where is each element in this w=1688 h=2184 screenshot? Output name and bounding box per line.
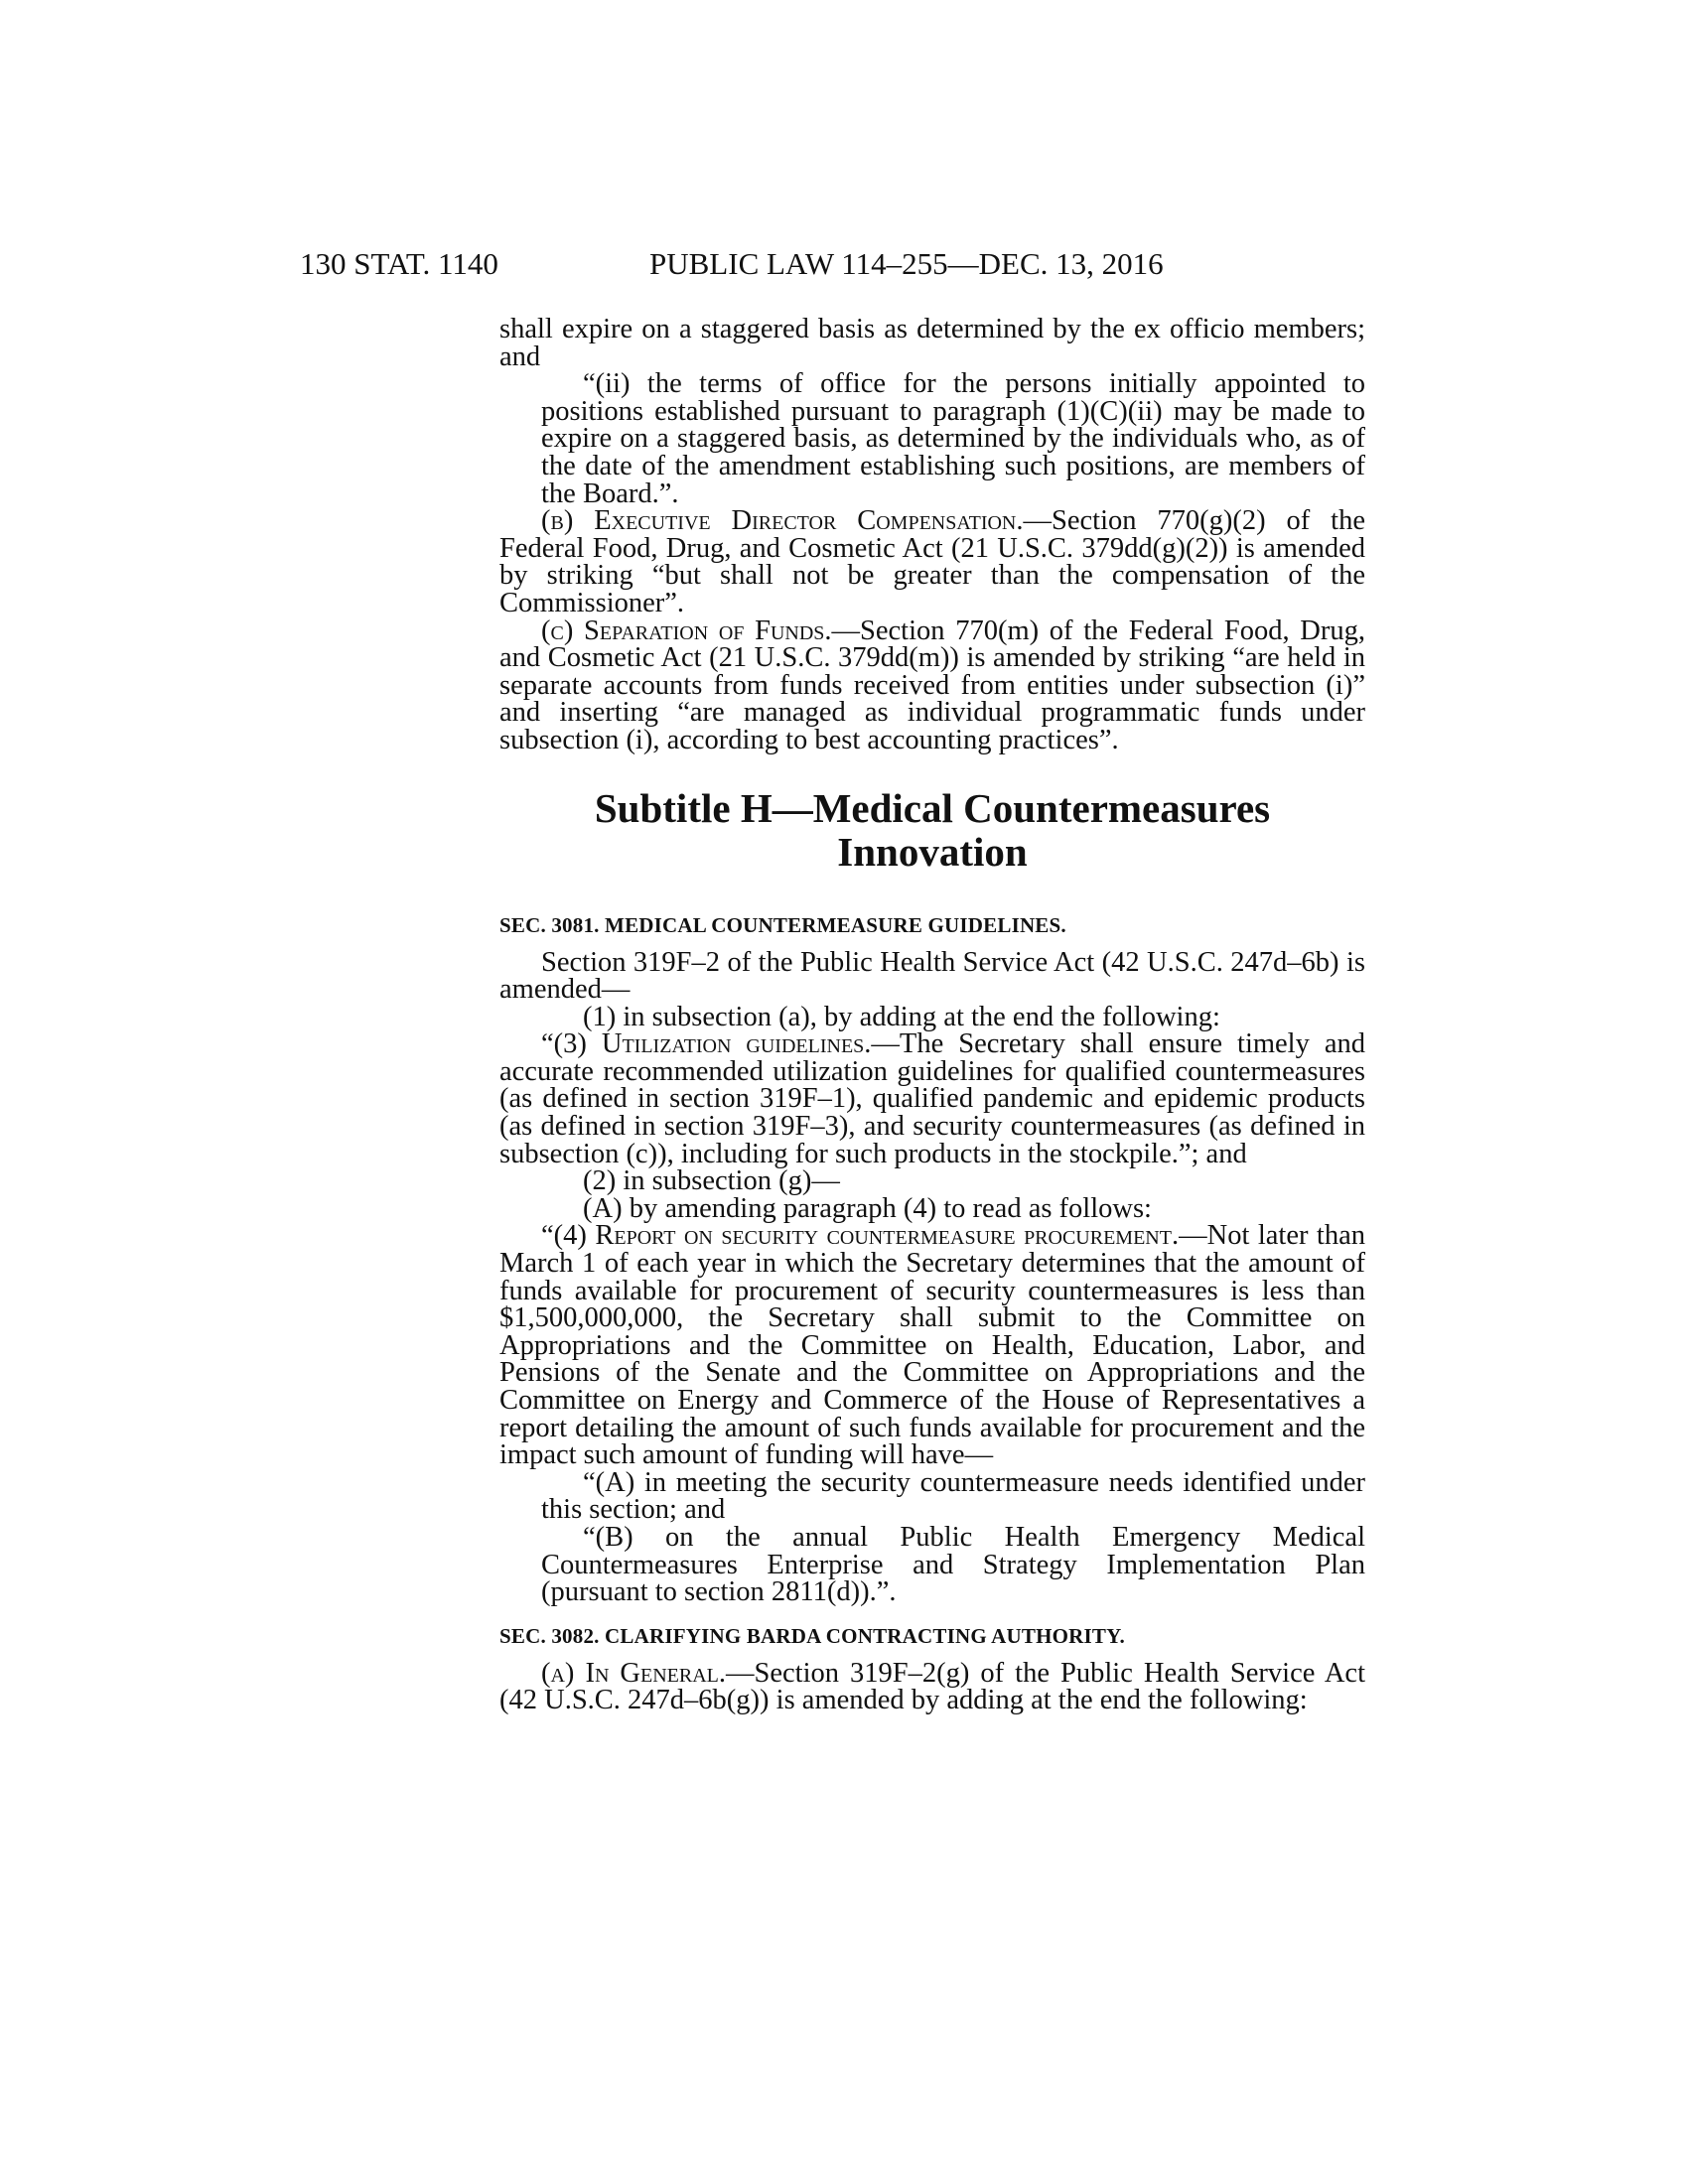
page-header — [300, 246, 1392, 286]
paragraph: (2) in subsection (g)— — [583, 1165, 840, 1197]
paragraph: “(B) on the annual Public Health Emergency Medical Countermeasures Enterprise and Strategy Implementation Plan (pursuant to section 2811(d)).”. — [541, 1521, 1365, 1608]
paragraph-body: —Section 319F–2(g) of the Public Health Service Act (42 U.S.C. 247d–6b(g)) is amended by adding at the end the following: — [499, 1657, 1365, 1716]
paragraph-body: —Section 770(m) of the Federal Food, Drug, and Cosmetic Act (21 U.S.C. 379dd(m)) is amended by striking “are held in separate accounts from funds received from entities under subsection (i)” and inserting “are managed as individual programmatic funds under subsection (i), according to best accounting practices”. — [499, 614, 1366, 755]
paragraph: shall expire on a staggered basis as determined by the ex officio members; and — [499, 314, 1365, 372]
public-law-running-head: PUBLIC LAW 114–255—DEC. 13, 2016 — [649, 246, 1164, 281]
paragraph-heading: “(4) Report on security countermeasure procurement. — [541, 1220, 1180, 1252]
paragraph: “(A) in meeting the security countermeasure needs identified under this section; and — [541, 1466, 1365, 1526]
paragraph-heading: (a) In General. — [541, 1657, 727, 1689]
subtitle-heading: Subtitle H—Medical Countermeasures Innovation — [594, 784, 1271, 875]
paragraph: (1) in subsection (a), by adding at the end the following: — [583, 1001, 1220, 1032]
paragraph-body: —The Secretary shall ensure timely and accurate recommended utilization guidelines for qualified countermeasures (as defined in section 319F–1), qualified pandemic and epidemic products (as defined in section 319F–3), and security countermeasures (as defined in subsection (c)), including for such products in the stockpile.”; and — [499, 1028, 1365, 1169]
statute-page-number: 130 STAT. 1140 — [300, 246, 498, 281]
paragraph: (A) by amending paragraph (4) to read as follows: — [583, 1192, 1152, 1224]
paragraph-body: —Not later than March 1 of each year in which the Secretary determines that the amount of funds available for procurement of security countermeasures is less than $1,500,000,000, the Secretary shall submit to the Committee on Appropriations and the Committee on Health, Education, Labor, and Pensions of the Senate and the Committee on Appropriations and the Committee on Energy and Commerce of the House of Representatives a report detailing the amount of such funds available for procurement and the impact such amount of funding will have— — [499, 1220, 1365, 1471]
paragraph-body: —Section 770(g)(2) of the Federal Food, Drug, and Cosmetic Act (21 U.S.C. 379dd(g)(2)) is amended by striking “but shall not be greater than the compensation of the Commissioner”. — [499, 505, 1365, 618]
paragraph-heading: (b) Executive Director Compensation. — [541, 505, 1024, 537]
paragraph — [499, 507, 1365, 616]
paragraph — [499, 1030, 1365, 1167]
section-heading: SEC. 3081. MEDICAL COUNTERMEASURE GUIDELINES. — [499, 912, 1066, 937]
paragraph: Section 319F–2 of the Public Health Service Act (42 U.S.C. 247d–6b) is amended— — [499, 946, 1365, 1006]
paragraph — [499, 1657, 1365, 1716]
document-body — [499, 316, 1365, 1714]
section-heading: SEC. 3082. CLARIFYING BARDA CONTRACTING AUTHORITY. — [499, 1623, 1125, 1648]
paragraph-heading: (c) Separation of Funds. — [541, 614, 832, 646]
paragraph-heading: “(3) Utilization guidelines. — [541, 1028, 872, 1060]
paragraph — [499, 1220, 1365, 1471]
paragraph: “(ii) the terms of office for the persons initially appointed to positions established pursuant to paragraph (1)(C)(ii) may be made to expire on a staggered basis, as determined by the individuals who, as of the date of the amendment establishing such positions, are members of the Board.”. — [541, 368, 1365, 509]
paragraph — [499, 614, 1366, 755]
